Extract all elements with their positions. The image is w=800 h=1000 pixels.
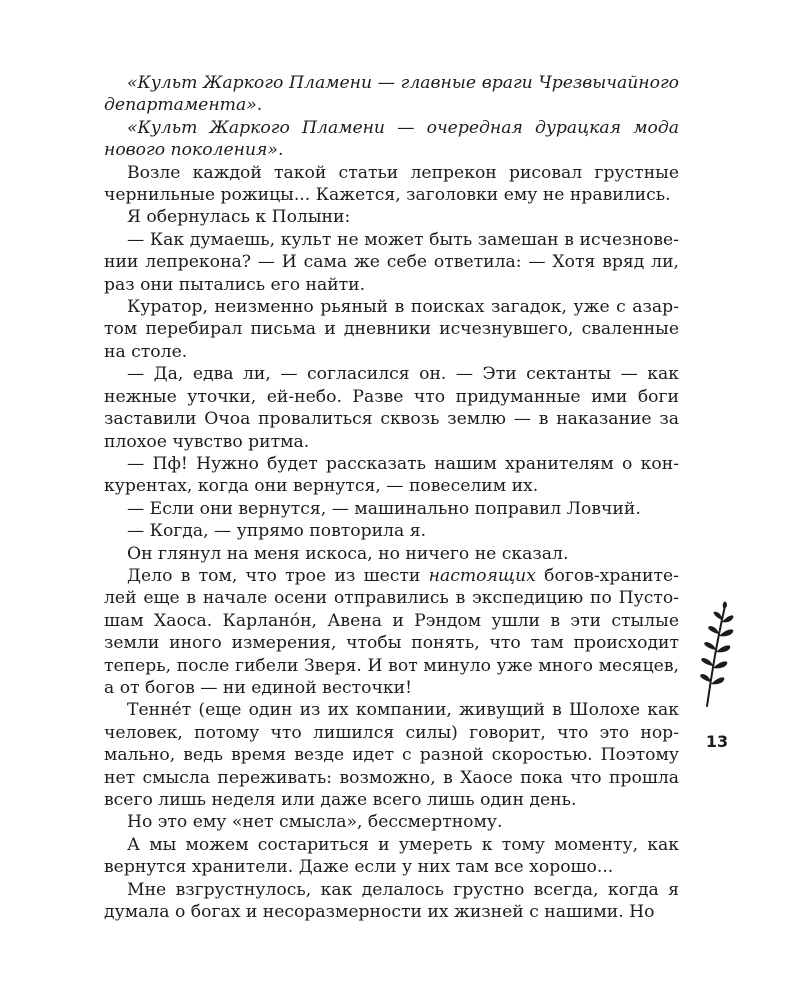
body-text: [104, 72, 679, 923]
paragraph: [104, 162, 679, 207]
text-run: «Культ Жаркого Пламени — главные враги Чрезвычайного департамента».: [104, 73, 679, 116]
text-run: Он глянул на меня искоса, но ничего не сказал.: [127, 543, 569, 564]
text-run: Но это ему «нет смысла», бессмертному.: [127, 812, 503, 833]
paragraph: [104, 296, 679, 363]
text-run: Возле каждой такой статьи лепрекон рисовал грустные чернильные рожицы... Кажется, заголовки ему не нравились.: [104, 162, 679, 206]
paragraph: [104, 543, 679, 565]
text-run: «Культ Жаркого Пламени — очередная дурацкая мода нового поколения».: [104, 117, 679, 161]
paragraph: [104, 834, 679, 879]
paragraph: [104, 520, 679, 542]
leaf-sprig-icon: [693, 600, 741, 710]
text-run: Мне взгрустнулось, как делалось грустно всегда, когда я думала о богах и несоразмерности их жизней с нашими. Но: [104, 879, 679, 923]
paragraph: [104, 117, 679, 162]
paragraph: [104, 565, 679, 699]
text-run: богов-хранителей еще в начале осени отправились в экспедицию по Пустошам Хаоса. Карлано́н, Авена и Рэндом ушли в эти стылые земли иного измерения, чтобы понять, что там происходит теперь, после гибели Зверя. И вот минуло уже много месяцев, а от богов — ни единой весточки!: [104, 565, 679, 698]
paragraph: [104, 498, 679, 520]
paragraph: [104, 206, 679, 228]
paragraph: [104, 229, 679, 296]
paragraph: [104, 879, 679, 924]
text-run: Куратор, неизменно рьяный в поисках загадок, уже с азартом перебирал письма и дневники исчезнувшего, сваленные на столе.: [104, 297, 679, 362]
text-run: А мы можем состариться и умереть к тому моменту, как вернутся хранители. Даже если у них там все хорошо...: [104, 834, 679, 878]
text-run: Дело в том, что трое из шести: [127, 565, 429, 586]
paragraph: [104, 453, 679, 498]
paragraph: [104, 699, 679, 811]
text-run: Тенне́т (еще один из их компании, живущий в Шолохе как человек, потому что лишился силы) говорит, что это нормально, ведь время везде идет с разной скоростью. Поэтому нет смысла переживать: возможно, в Хаосе пока что прошла всего лишь неделя или даже всего лишь один день.: [104, 700, 679, 810]
text-run: — Когда, — упрямо повторила я.: [127, 521, 427, 542]
text-run: Я обернулась к Полыни:: [127, 207, 351, 228]
emphasis-text: настоящих: [428, 565, 536, 586]
text-run: — Да, едва ли, — согласился он. — Эти сектанты — как нежные уточки, ей-небо. Разве что придуманные ими боги заставили Очоа провалиться сквозь землю — в наказание за плохое чувство ритма.: [104, 364, 679, 452]
paragraph: [104, 811, 679, 833]
text-run: — Как думаешь, культ не может быть замешан в исчезновении лепрекона? — И сама же себе ответила: — Хотя вряд ли, раз они пытались его найти.: [104, 229, 679, 295]
paragraph: [104, 72, 679, 117]
text-run: — Пф! Нужно будет рассказать нашим хранителям о конкурентах, когда они вернутся, — повеселим их.: [104, 453, 679, 497]
page-number: 13: [705, 732, 729, 751]
paragraph: [104, 363, 679, 453]
text-run: — Если они вернутся, — машинально поправил Ловчий.: [127, 498, 641, 519]
